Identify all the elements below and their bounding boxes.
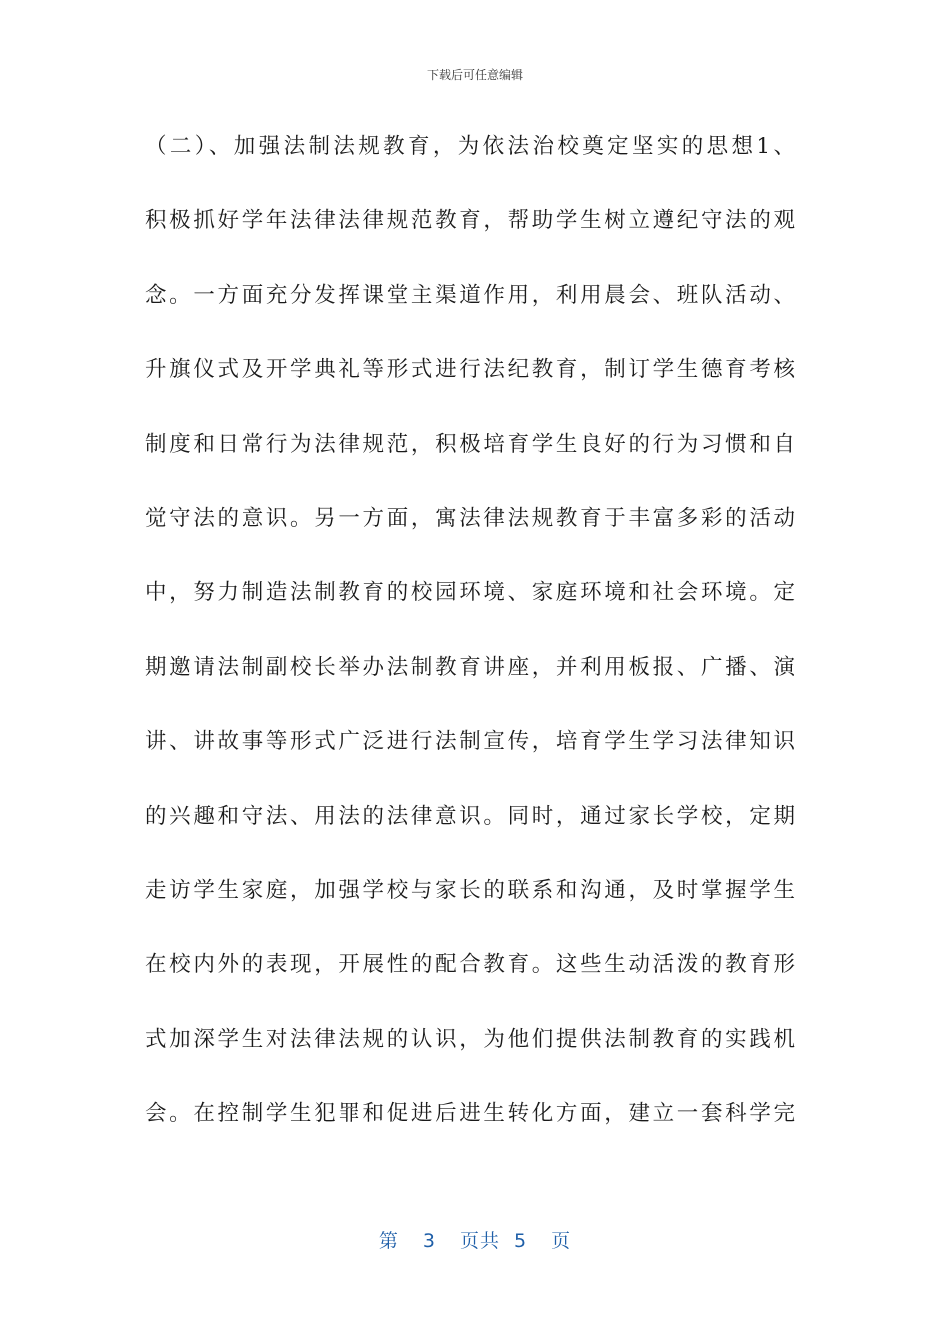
document-body: [145, 124, 795, 1165]
text-line: 会。在控制学生犯罪和促进后进生转化方面，建立一套科学完: [145, 1101, 795, 1127]
text-line: 走访学生家庭，加强学校与家长的联系和沟通，及时掌握学生: [145, 877, 795, 903]
text-line: 积极抓好学年法律法律规范教育，帮助学生树立遵纪守法的观: [145, 208, 795, 234]
footer-middle: 页共: [459, 1230, 500, 1252]
total-pages-number: 5: [514, 1230, 528, 1252]
footer-prefix: 第: [378, 1230, 399, 1252]
text-line: 在校内外的表现，开展性的配合教育。这些生动活泼的教育形: [145, 952, 795, 978]
page-header-note: 下载后可任意编辑: [426, 68, 523, 82]
footer-suffix: 页: [551, 1230, 572, 1252]
page-footer: [0, 1226, 950, 1253]
text-line: 升旗仪式及开学典礼等形式进行法纪教育，制订学生德育考核: [145, 357, 795, 383]
text-line: 的兴趣和守法、用法的法律意识。同时，通过家长学校，定期: [145, 803, 795, 829]
text-line: 式加深学生对法律法规的认识，为他们提供法制教育的实践机: [145, 1026, 795, 1052]
text-line: （二）、加强法制法规教育，为依法治校奠定坚实的思想1、: [145, 134, 795, 159]
text-line: 期邀请法制副校长举办法制教育讲座，并利用板报、广播、演: [145, 654, 795, 680]
current-page-number: 3: [422, 1230, 436, 1252]
text-line: 制度和日常行为法律规范，积极培育学生良好的行为习惯和自: [145, 431, 795, 457]
text-line: 念。一方面充分发挥课堂主渠道作用，利用晨会、班队活动、: [145, 282, 795, 308]
text-line: 觉守法的意识。另一方面，寓法律法规教育于丰富多彩的活动: [145, 505, 795, 531]
text-line: 中，努力制造法制教育的校园环境、家庭环境和社会环境。定: [145, 580, 795, 606]
text-line: 讲、讲故事等形式广泛进行法制宣传，培育学生学习法律知识: [145, 729, 795, 755]
